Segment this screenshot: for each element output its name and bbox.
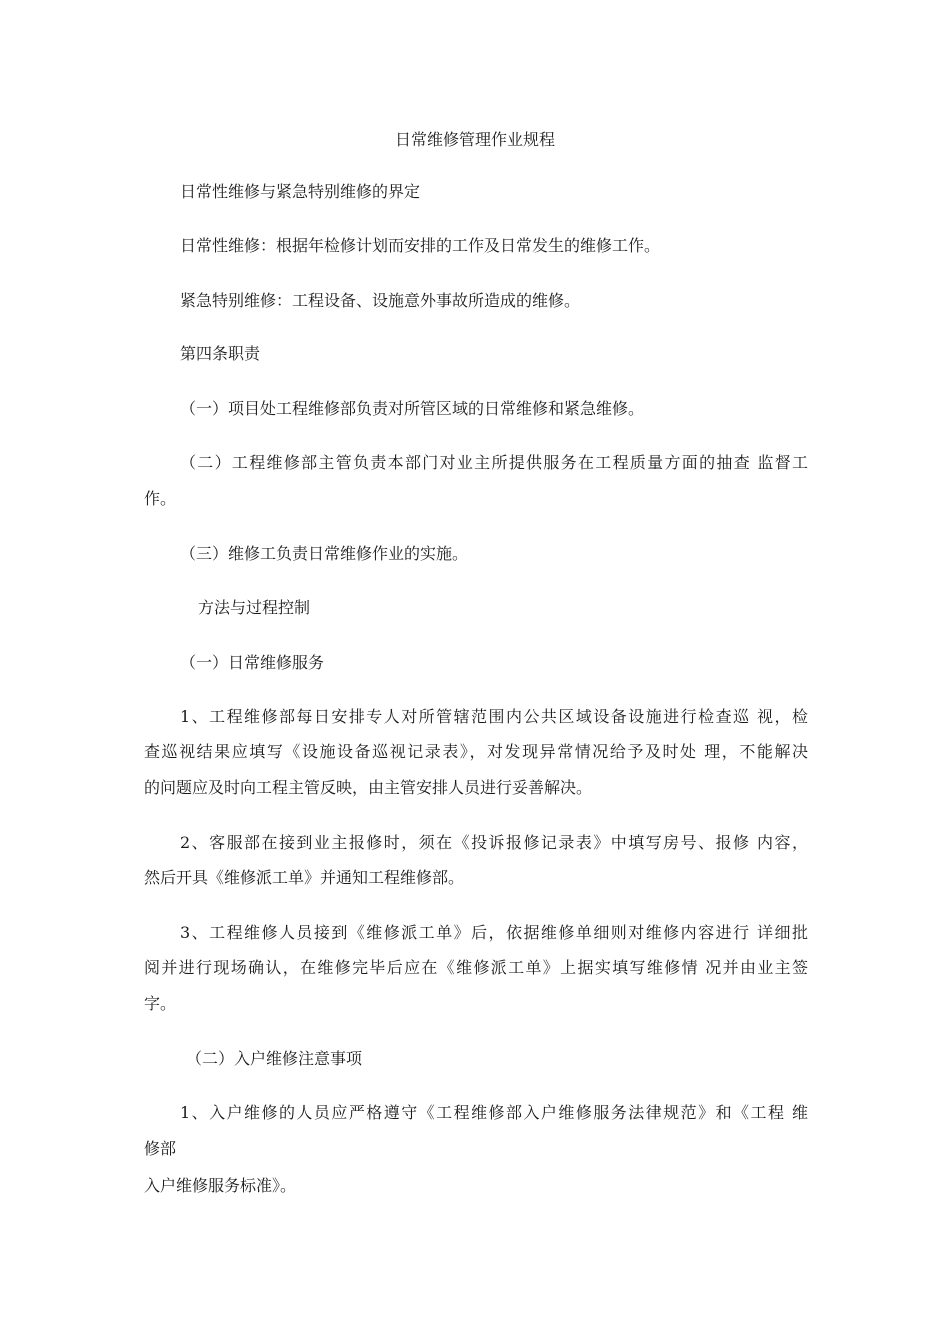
paragraph-item-1-line-3: 的问题应及时向工程主管反映，由主管安排人员进行妥善解决。 — [144, 778, 593, 797]
paragraph-duty-2-line-2: 作。 — [144, 489, 177, 508]
paragraph-item-3-line-3: 字。 — [144, 994, 177, 1013]
paragraph-item-1-line-1: 1、工程维修部每日安排专人对所管辖范围内公共区域设备设施进行检查巡 视，检 — [180, 707, 808, 726]
subsection-heading-routine-service: （一）日常维修服务 — [180, 653, 325, 672]
paragraph-item-2-line-1: 2、客服部在接到业主报修时，须在《投诉报修记录表》中填写房号、报修 内容， — [180, 833, 808, 852]
paragraph-home-item-1-line-1: 1、入户维修的人员应严格遵守《工程维修部入户维修服务法律规范》和《工程 维 — [180, 1103, 808, 1122]
paragraph-item-2-line-2: 然后开具《维修派工单》并通知工程维修部。 — [144, 868, 465, 887]
paragraph-emergency-repair: 紧急特别维修：工程设备、设施意外事故所造成的维修。 — [180, 291, 581, 310]
section-heading-responsibilities: 第四条职责 — [180, 344, 261, 363]
paragraph-item-1-line-2: 查巡视结果应填写《设施设备巡视记录表》，对发现异常情况给予及时处 理，不能解决 — [144, 742, 808, 761]
subsection-heading-home-repair: （二）入户维修注意事项 — [186, 1049, 363, 1068]
paragraph-home-item-1-line-3: 入户维修服务标准》。 — [144, 1176, 297, 1195]
document-title: 日常维修管理作业规程 — [394, 130, 555, 149]
section-heading-methods: 方法与过程控制 — [198, 598, 311, 617]
paragraph-item-3-line-2: 阅并进行现场确认，在维修完毕后应在《维修派工单》上据实填写维修情 况并由业主签 — [144, 958, 808, 977]
paragraph-routine-repair: 日常性维修：根据年检修计划而安排的工作及日常发生的维修工作。 — [180, 236, 661, 255]
paragraph-duty-1: （一）项目处工程维修部负责对所管区域的日常维修和紧急维修。 — [180, 399, 645, 418]
paragraph-duty-2-line-1: （二）工程维修部主管负责本部门对业主所提供服务在工程质量方面的抽查 监督工 — [180, 453, 808, 472]
paragraph-definition-heading: 日常性维修与紧急特别维修的界定 — [180, 182, 421, 201]
paragraph-duty-3: （三）维修工负责日常维修作业的实施。 — [180, 544, 469, 563]
paragraph-item-3-line-1: 3、工程维修人员接到《维修派工单》后，依据维修单细则对维修内容进行 详细批 — [180, 923, 808, 942]
paragraph-home-item-1-line-2: 修部 — [144, 1139, 177, 1158]
